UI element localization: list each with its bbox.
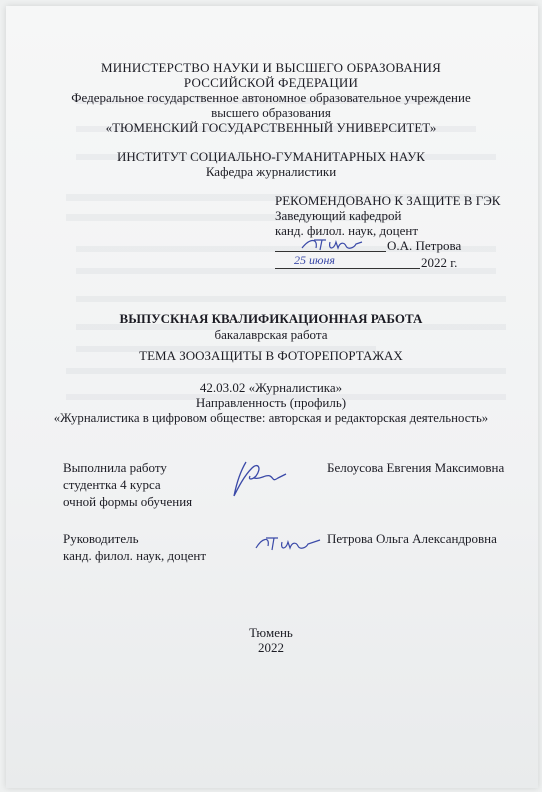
institution-line-2: высшего образования [211,105,331,120]
approval-degree: канд. филол. наук, доцент [275,223,419,238]
program-code: 42.03.02 «Журналистика» [199,380,343,395]
university-name: «ТЮМЕНСКИЙ ГОСУДАРСТВЕННЫЙ УНИВЕРСИТЕТ» [105,120,437,135]
city: Тюмень [249,625,293,640]
approval-year: 2022 г. [421,255,458,270]
thesis-topic: ТЕМА ЗООЗАЩИТЫ В ФОТОРЕПОРТАЖАХ [139,348,403,363]
supervisor-signature [254,532,326,558]
profile-label: Направленность (профиль) [195,395,347,410]
ministry-line-2: РОССИЙСКОЙ ФЕДЕРАЦИИ [183,75,359,90]
work-level: бакалаврская работа [214,327,328,342]
ministry-line-1: МИНИСТЕРСТВО НАУКИ И ВЫСШЕГО ОБРАЗОВАНИЯ [100,60,441,75]
supervisor-role: Руководитель [63,531,139,546]
year: 2022 [258,640,284,655]
supervisor-degree: канд. филол. наук, доцент [63,548,207,563]
profile-name: «Журналистика в цифровом обществе: авторская и редакторская деятельность» [53,411,489,425]
author-form: очной формы обучения [63,494,193,509]
handwritten-date: 25 июня [294,253,335,267]
work-type: ВЫПУСКНАЯ КВАЛИФИКАЦИОННАЯ РАБОТА [119,311,423,326]
institution-line-1: Федеральное государственное автономное образовательное учреждение [71,90,471,105]
head-name: О.А. Петрова [387,238,462,253]
author-signature [228,458,288,500]
approval-role: Заведующий кафедрой [275,208,402,223]
supervisor-name: Петрова Ольга Александровна [327,531,497,546]
author-role: Выполнила работу [63,460,167,475]
department-name: Кафедра журналистики [205,164,337,179]
date-line [275,268,420,269]
institute-name: ИНСТИТУТ СОЦИАЛЬНО-ГУМАНИТАРНЫХ НАУК [117,149,425,164]
author-course: студентка 4 курса [63,477,161,492]
author-name: Белоусова Евгения Максимовна [327,460,505,475]
approval-title: РЕКОМЕНДОВАНО К ЗАЩИТЕ В ГЭК [275,193,501,208]
